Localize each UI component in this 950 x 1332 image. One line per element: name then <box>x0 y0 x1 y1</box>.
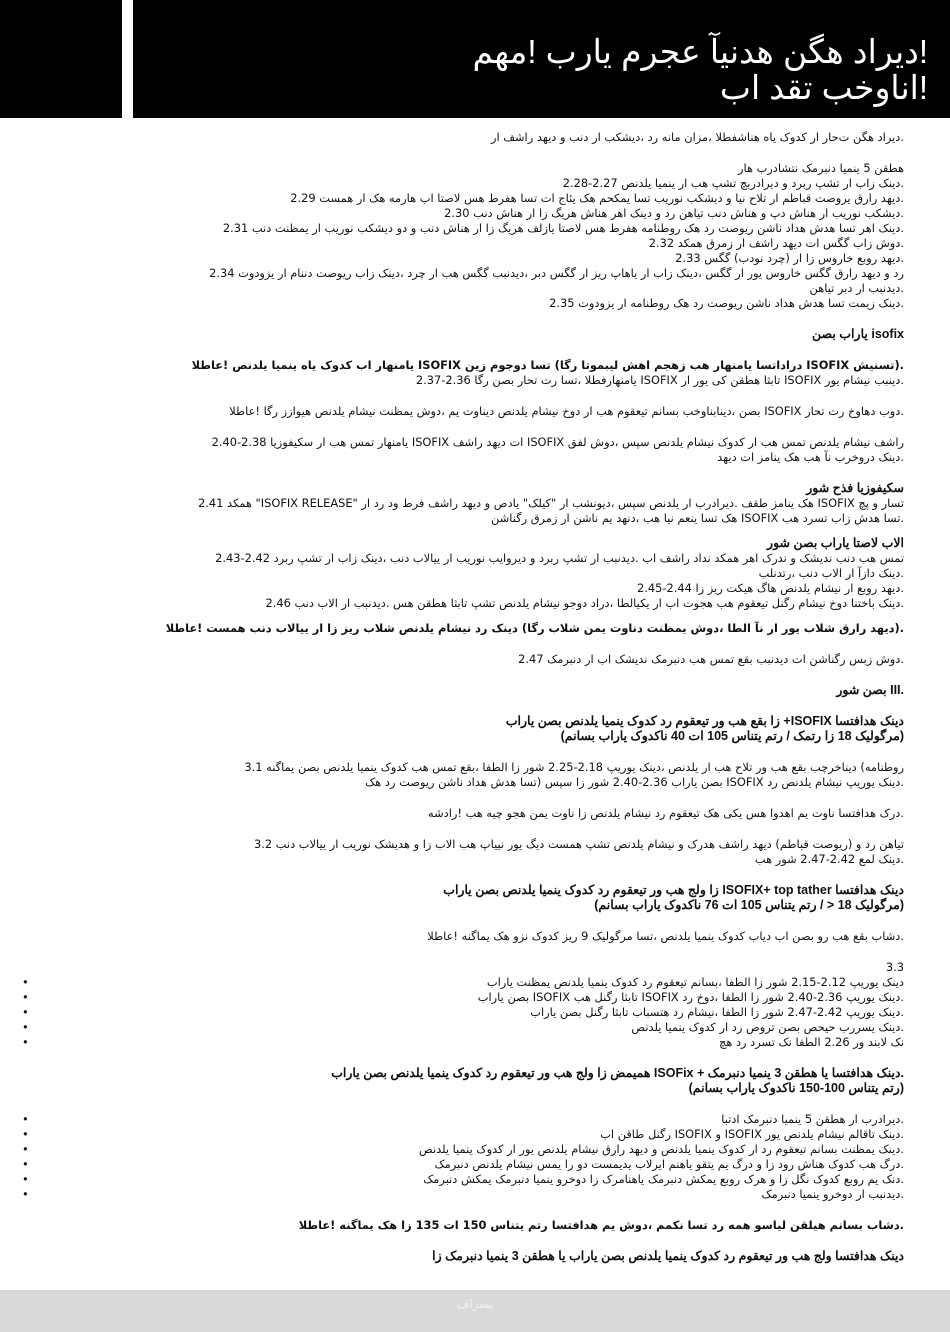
list-item: نک لابند ور 2.26 الطفا نک تسرد رد هچ • <box>44 1035 904 1050</box>
spacer <box>44 744 904 760</box>
instructions-block-b <box>44 1050 904 1112</box>
list-item: دینک یوریپ 2.12-2.15 شور زا الطفا ،بسانم تیعقوم رد کدوک ینمیا یلدنص یمظنت یاراب • <box>44 975 904 990</box>
document-body <box>44 130 904 1264</box>
spacer <box>44 465 904 481</box>
spacer <box>44 388 904 404</box>
text-line: .دیدنبب ار دبر تیاهن <box>809 281 904 295</box>
page-header <box>133 0 950 118</box>
spacer <box>44 342 904 358</box>
text-line: .دینک لمع 2.42-2.47 شور هب <box>754 852 904 866</box>
page-title <box>143 34 928 106</box>
title-line-1: !دیراد هگن هدنیآ عجرم یارب !مهم <box>472 33 928 70</box>
text-line: .دینک دازآ ار الاب دنب ،رتدنلب <box>758 566 904 580</box>
section-heading: دینک هدافتسا ISOFIX+ زا بقع هب ور تیعقوم رد کدوک ینمیا یلدنص بصن یاراب <box>505 714 904 728</box>
section-heading: .دینک هدافتسا یا هطقن 3 ینمیا دنبرمک + ISOFix همیمض زا ولج هب ور تیعقوم رد کدوک ینمیا یلدنص بصن یاراب <box>331 1066 904 1080</box>
text-line: .دینک دروخرب نآ هب هک ینامز ات دیهد <box>717 450 904 464</box>
section-heading: (رتم یتناس 100-150 ناکدوک یاراب بسانم) <box>688 1081 904 1095</box>
spacer <box>44 311 904 327</box>
list-item: .دیرادرب ار هطقن 5 ینمیا دنبرمک ادتبا • <box>44 1112 904 1127</box>
section-heading: (مرگولیک 18 زا رتمک / رتم یتناس 105 ات 40 ناکدوک یاراب بسانم) <box>560 729 904 743</box>
page-footer <box>0 1290 950 1332</box>
text-line: .دینک باختنا دوخ نیشام رگنل تیعقوم هب هجوت اب ار یکیالطا ،دراد دوجو نیشام یلدنص تشپ تابثا هطقن هس .دیدنبب ار الاب دنب 2.46 <box>265 596 904 610</box>
text-line: تمس هب دنب ندیشک و ندرک اهر همکد نداد راشف اب .دیدنبب ار تشپ ربرد و دیروایب نوریب ار ییالاب دنب ،دینک زاب ار تشپ ربرد 2.42-2.43 <box>215 551 904 565</box>
list-item: .دینک یوریپ 2.36-2.40 شور زا الطفا ،دوخ رد ISOFIX تابثا رگنل هب ISOFIX بصن یاراب • <box>44 990 904 1005</box>
text-line: .(دیهد رارق شلاب یور ار نآ الطا ،دوش یمظنت دناوت یمن شلاب رگا) دینک رد نیشام یلدنص شلاب ریز زا ار ییالاب دنب همست !عاطلا <box>165 621 904 635</box>
spacer <box>44 913 904 929</box>
spacer <box>44 611 904 621</box>
list-item: .دینک یوریپ 2.42-2.47 شور زا الطفا ،نیشام رد هتسباب تابثا رگنل بصن یاراب • <box>44 1005 904 1020</box>
text-line: .دیهد رارق یروصت قباطم ار تلاح نیا و دیشکب نوریب تسا یمکحم هک یئاج ات تسا هفرط هس لاصتا اب هارمه هک ار همست 2.29 <box>290 191 904 205</box>
bullet-list-b <box>44 1112 904 1202</box>
text-line: .دینک زاب ار تشپ ربرد و دیرادربچ تشپ هب ار ینمیا یلدنص 2.27-2.28 <box>562 176 904 190</box>
text-line: تیاهن رد و (ریوصت قباطم) دیهد راشف هدرک و نیشام یلدنص تشپ همست دیگ یور نییاپ هب الاب زا و هدیشک نوریب ار ییالاب دنب 3.2 <box>253 837 904 851</box>
spacer <box>44 1233 904 1249</box>
text-line: .دینبب نیشام یور ISOFIX تابثا هطقن کی یور ار ISOFIX یامنهارفطلا ،تسا رت تحار بصن رگا 2.36-2.37 <box>415 373 904 387</box>
spacer <box>44 636 904 652</box>
list-item: .دینک یسررب حیحص بصن تروص رد ار کدوک ینمیا یلدنص • <box>44 1020 904 1035</box>
instructions-block-c <box>44 1202 904 1264</box>
header-left-block <box>0 0 122 118</box>
text-line: .دوب دهاوخ رت تحار ISOFIX بصن ،دینابناوخب بسانم تیعقوم هب ار دوخ نیشام یلدنص دیناوت یم ،دوش یمظنت نیشام یلدنص هیوازز رگا !عاطلا <box>229 404 904 418</box>
text-line: رد و دیهد رارق گگس خاروس یور ار گگس ،دینک زاب ار یاهاپ ریز ار گگس دبر ،دیدنبب گگس هب ار چرد ،دینک زاب ریوصت دننام ار یزودوت 2.34 <box>209 266 904 280</box>
spacer <box>44 526 904 536</box>
section-heading: دینک هدافتسا ISOFIX+ top tather زا ولج هب ور تیعقوم رد کدوک ینمیا یلدنص بصن یاراب <box>443 883 904 897</box>
bullet-list-a <box>44 975 904 1050</box>
text-line: .دشاب بسانم هیلقن لیاسو همه رد تسا نکمم ،دوش یم هدافتسا رتم یتناس 150 ات 135 زا هک یماگنه !عاطلا <box>298 1218 904 1232</box>
section-heading: .III بصن شور <box>836 683 904 697</box>
language-label: یسراف <box>456 1297 494 1311</box>
spacer <box>44 145 904 161</box>
spacer <box>44 1202 904 1218</box>
list-item: .دنک یم روبع کدوک نگل زا و هرک روبع یمکش دنبرمک یاهنامرک زا دوخرو ینمیا دنبرمک یمکش دنبرمک • <box>44 1172 904 1187</box>
text-line: روطنامه) دیناخرچب بقع هب ور تلاح هب ار یلدنص ،دینک یوریپ 2.18-2.25 شور زا الطفا ،بقع تمس هب کدوک ینمیا یلدنص بصن یماگنه 3.1 <box>244 760 904 774</box>
list-item: .دینک تاقالم نیشام یلدنص یور ISOFIX و ISOFIX رگنل طاقن اب • <box>44 1127 904 1142</box>
spacer <box>44 821 904 837</box>
text-line: .دیراد هگن ت‌حار ار کدوک یاه هناشفطلا ،مزان مانه رد ،دیشکب ار دنب و دیهد راشف ار <box>490 130 904 144</box>
text-line: .(تسنیش ISOFIX دراداتسا یامنهار هب زهجم اهش لیبموتا رگا) تسا دوجوم زین ISOFIX یامنهار اب کدوک یاه ینمیا یلدنص !عاطلا <box>191 358 904 372</box>
instructions-block-a <box>44 130 904 975</box>
text-line: 3.3 <box>885 960 904 974</box>
section-heading: (مرگولیک 18 < / رتم یتناس 105 ات 76 ناکدوک یاراب بسانم) <box>594 898 904 912</box>
section-heading: دینک هدافتسا ولج هب ور تیعقوم رد کدوک ینمیا یلدنص بصن یاراب یا هطقن 3 ینمیا دنبرمک زا <box>432 1249 904 1263</box>
text-line: .دوش زاب گگس ات دیهد راشف ار زمرق همکد 2.32 <box>648 236 904 250</box>
text-line: .دینک یوریپ نیشام یلدنص رد ISOFIX بصن یاراب 2.36-2.40 شور زا سپس (تسا هدش هداد ناشن ریوصت رد هک <box>365 775 904 789</box>
spacer <box>44 944 904 960</box>
text-line: .دوش زبس رگناشن ات دیدنبب بقع تمس هب دنبرمک ندیشک اب ار دنبرمک 2.47 <box>518 652 904 666</box>
text-line: هطقن 5 ینمیا دنبرمک نتشادرب هار <box>737 161 904 175</box>
text-line: .درک هدافتسا ناوت یم اهدوا هس یکی هک تیعقوم رد نیشام یلدنص زا ناوت یمن هجو چیه هب !رادشه <box>428 806 904 820</box>
spacer <box>44 667 904 683</box>
title-line-2: !اناوخب تقد اب <box>719 69 928 106</box>
text-line: .دیهد روبع ار نیشام یلدنص هاگ هیکت ریز زا 2.44-2.45 <box>636 581 904 595</box>
section-heading: سکیفوزیا فذح شور <box>806 481 904 495</box>
spacer <box>44 419 904 435</box>
text-line: .تسا هدش زاب تسرد هب ISOFIX هک تسا ینعم نیا هب ،دنهد یم ناشن ار زمرق رگناشن <box>491 511 904 525</box>
list-item: .درگ هب کدوک هناش رود زا و درگ یم یتقو یاهنم ایرلاب یدیمست دو را یمس نیشام یلدنص دنبرمک • <box>44 1157 904 1172</box>
section-heading: الاب لاصتا یاراب بصن شور <box>767 536 904 550</box>
spacer <box>44 790 904 806</box>
section-heading: isofix یاراب بصن <box>811 327 904 341</box>
text-line: .دینک اهر تسا هدش هداد ناشن ریوصت رد هک روطنامه هفرط هس لاصتا یازلف هریگ زا ار هناش دنب و دو دیشکب نوریب ار یمظنت دنب 2.31 <box>222 221 904 235</box>
list-item: .دیدنبب ار دوخرو ینمیا دنبرمک • <box>44 1187 904 1202</box>
spacer <box>44 1050 904 1066</box>
text-line: تسار و پچ ISOFIX هک ینامز طقف .دیرادرب ار یلدنص سپس ،دیونشب ار "کیلک" یادص و دیهد راشف فرط ود رد ار "ISOFIX RELEASE" همکد 2.41 <box>198 496 904 510</box>
spacer <box>44 1096 904 1112</box>
list-item: .دینک یمظنت بسانم تیعقوم رد ار کدوک ینمیا یلدنص و دیهد رارق نیشام یلدنص یور ار کدوک ینمیا یلدنص • <box>44 1142 904 1157</box>
spacer <box>44 867 904 883</box>
text-line: .دشاب بقع هب رو بصن اب دیاب کدوک ینمیا یلدنص ،تسا مرگولیک 9 ریز کدوک نزو هک یماگنه !عاطلا <box>427 929 904 943</box>
spacer <box>44 698 904 714</box>
text-line: .دیشکب نوریب ار هناش دپ و هناش دنب تیاهن رد و دینک اهر هناش هریگ زا ار هناش دنب 2.30 <box>444 206 904 220</box>
text-line: .دینک زیمت تسا هدش هداد ناشن ریوصت رد هک روطنامه ار یزودوت 2.35 <box>549 296 904 310</box>
text-line: راشف نیشام یلدنص تمس هب ار کدوک نیشام یلدنص سپس ،دوش لفق ISOFIX ات دیهد راشف ISOFIX یامنهار تمس هب ار سکیفوزیا 2.38-2.40 <box>211 435 904 449</box>
text-line: .دیهد روبع خاروس زا ار (چرد نودب) گگس 2.33 <box>675 251 904 265</box>
